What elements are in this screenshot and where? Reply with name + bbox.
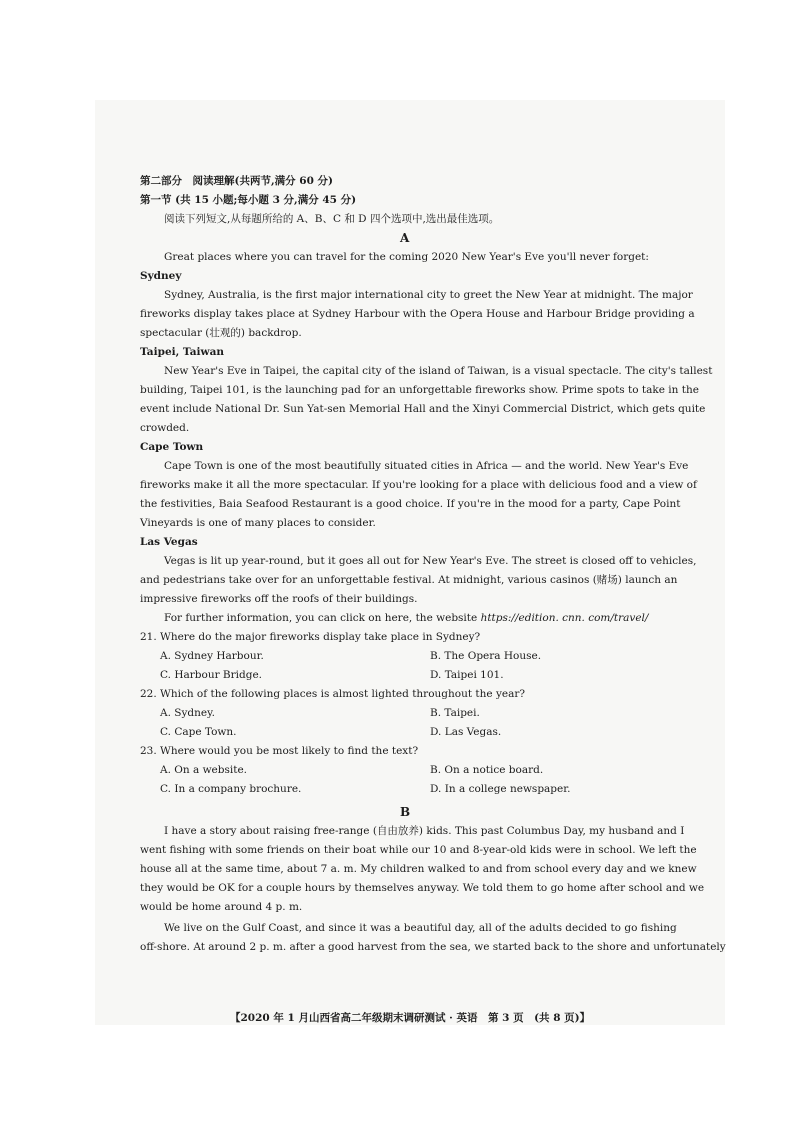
- place-heading: Sydney: [140, 270, 182, 282]
- section-title: 第一节 (共 15 小题;每小题 3 分,满分 45 分): [140, 194, 357, 206]
- option-row: [140, 647, 700, 666]
- question-stem: 23. Where would you be most likely to find the text?: [140, 745, 419, 757]
- place-text-line: fireworks make it all the more spectacular. If you're looking for a place with delicious food and a view of: [140, 479, 697, 491]
- place-heading: Cape Town: [140, 441, 204, 453]
- passage-b-line: house all at the same time, about 7 a. m. My children walked to and from school every day and we knew: [140, 863, 697, 875]
- passage-a-intro: Great places where you can travel for the coming 2020 New Year's Eve you'll never forget:: [164, 251, 649, 263]
- place-text-line: and pedestrians take over for an unforgettable festival. At midnight, various casinos (赌场) launch an: [140, 574, 678, 586]
- place-text-line: Vegas is lit up year-round, but it goes all out for New Year's Eve. The street is closed off to vehicles,: [164, 555, 697, 567]
- passage-a-places: [140, 267, 713, 609]
- passage-a-label: A: [400, 231, 410, 245]
- answer-option[interactable]: D. Las Vegas.: [430, 726, 502, 738]
- place-text-line: Cape Town is one of the most beautifully situated cities in Africa — and the world. New Year's Eve: [164, 460, 689, 472]
- place-text-line: impressive fireworks off the roofs of their buildings.: [140, 593, 418, 605]
- part-title: 第二部分 阅读理解(共两节,满分 60 分): [140, 175, 334, 187]
- passage-b-body: [140, 822, 726, 957]
- answer-option[interactable]: B. Taipei.: [430, 707, 480, 719]
- passage-b-line: went fishing with some friends on their boat while our 10 and 8-year-old kids were in school. We left the: [140, 844, 697, 856]
- answer-option[interactable]: A. Sydney Harbour.: [160, 650, 264, 662]
- passage-b-line: I have a story about raising free-range (自由放养) kids. This past Columbus Day, my husband and I: [164, 825, 685, 837]
- place-heading: Taipei, Taiwan: [140, 346, 224, 358]
- instruction: 阅读下列短文,从每题所给的 A、B、C 和 D 四个选项中,选出最佳选项。: [164, 213, 500, 225]
- question-stem: 21. Where do the major fireworks display take place in Sydney?: [140, 631, 481, 643]
- further-info: For further information, you can click on here, the website https://edition. cnn. com/travel/: [164, 612, 649, 624]
- question-stem: 22. Which of the following places is almost lighted throughout the year?: [140, 688, 525, 700]
- exam-content: [140, 172, 726, 957]
- place-text-line: crowded.: [140, 422, 190, 434]
- passage-b-line: would be home around 4 p. m.: [140, 901, 303, 913]
- passage-b-line: We live on the Gulf Coast, and since it was a beautiful day, all of the adults decided to go fishing: [164, 922, 677, 934]
- answer-option[interactable]: C. Harbour Bridge.: [160, 669, 263, 681]
- answer-option[interactable]: C. In a company brochure.: [160, 783, 302, 795]
- website-link[interactable]: https://edition. cnn. com/travel/: [480, 612, 649, 624]
- option-row: [140, 761, 700, 780]
- answer-option[interactable]: C. Cape Town.: [160, 726, 237, 738]
- answer-option[interactable]: D. Taipei 101.: [430, 669, 504, 681]
- place-heading: Las Vegas: [140, 536, 198, 548]
- place-text-line: building, Taipei 101, is the launching pad for an unforgettable fireworks show. Prime spots to take in the: [140, 384, 699, 396]
- answer-option[interactable]: D. In a college newspaper.: [430, 783, 571, 795]
- passage-b-line: they would be OK for a couple hours by themselves anyway. We told them to go home after school and we: [140, 882, 705, 894]
- passage-b-label: B: [400, 805, 411, 819]
- answer-option[interactable]: A. Sydney.: [160, 707, 215, 719]
- place-text-line: the festivities, Baia Seafood Restaurant is a good choice. If you're in the mood for a party, Cape Point: [140, 498, 681, 510]
- place-text-line: New Year's Eve in Taipei, the capital city of the island of Taiwan, is a visual spectacle. The city's tallest: [164, 365, 713, 377]
- place-text-line: fireworks display takes place at Sydney Harbour with the Opera House and Harbour Bridge providing a: [140, 308, 695, 320]
- place-text-line: Sydney, Australia, is the first major international city to greet the New Year at midnight. The major: [164, 289, 693, 301]
- option-row: [140, 704, 700, 723]
- answer-option[interactable]: B. On a notice board.: [430, 764, 544, 776]
- answer-option[interactable]: A. On a website.: [160, 764, 248, 776]
- questions-block: [140, 628, 700, 799]
- place-text-line: event include National Dr. Sun Yat-sen Memorial Hall and the Xinyi Commercial District, which gets quite: [140, 403, 706, 415]
- passage-b-line: off-shore. At around 2 p. m. after a good harvest from the sea, we started back to the shore and unfortunately: [140, 941, 726, 953]
- option-row: [140, 723, 700, 742]
- place-text-line: Vineyards is one of many places to consider.: [140, 517, 376, 529]
- page-footer: 【2020 年 1 月山西省高二年级期末调研测试 · 英语 第 3 页 (共 8 页)】: [230, 1012, 591, 1024]
- place-text-line: spectacular (壮观的) backdrop.: [140, 327, 302, 339]
- answer-option[interactable]: B. The Opera House.: [430, 650, 542, 662]
- option-row: [140, 780, 700, 799]
- option-row: [140, 666, 700, 685]
